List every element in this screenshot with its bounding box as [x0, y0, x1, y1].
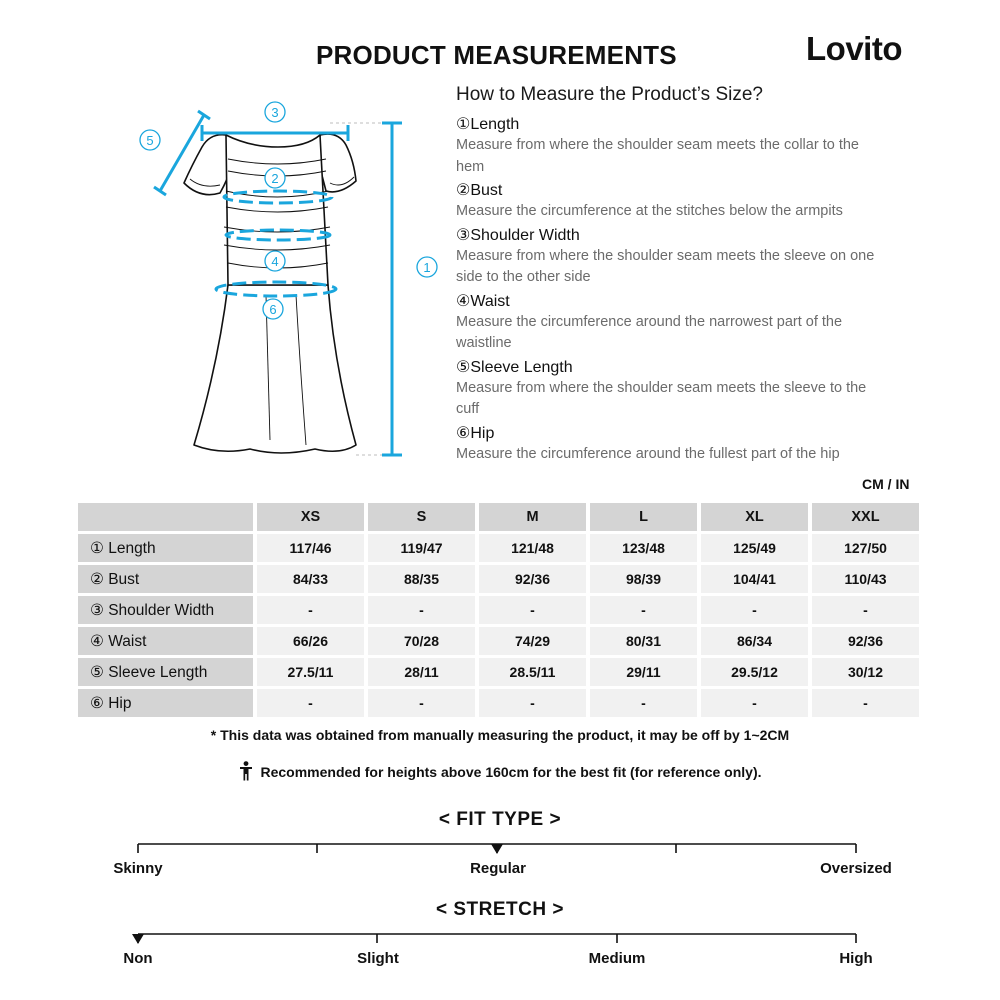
recommendation-text: Recommended for heights above 160cm for the best fit (for reference only). [260, 764, 762, 780]
row-label: ③ Shoulder Width [78, 596, 253, 624]
table-row-hip [78, 689, 919, 717]
size-header: L [590, 503, 697, 531]
row-label: ⑥ Hip [78, 689, 253, 717]
marker-3: 3 [271, 105, 279, 120]
table-cell: 30/12 [812, 658, 919, 686]
table-cell: 70/28 [368, 627, 475, 655]
table-cell: 127/50 [812, 534, 919, 562]
table-row-sleeve-length [78, 658, 919, 686]
guide-item-desc: Measure from where the shoulder seam meets the sleeve on one side to the other side [456, 247, 875, 285]
guide-item-sleeve-length [456, 357, 886, 421]
guide-item-title: ④Waist [456, 292, 510, 310]
person-icon [239, 761, 253, 781]
row-label: ④ Waist [78, 627, 253, 655]
guide-item-title: ②Bust [456, 182, 503, 199]
measurement-disclaimer: * This data was obtained from manually measuring the product, it may be off by 1~2CM [210, 727, 790, 743]
table-row-shoulder-width [78, 596, 919, 624]
row-label: ② Bust [78, 565, 253, 593]
stretch-label-medium: Medium [588, 950, 646, 967]
table-cell: 110/43 [812, 565, 919, 593]
table-corner-cell [78, 503, 253, 531]
guide-item-desc: Measure from where the shoulder seam meets the sleeve to the cuff [456, 379, 867, 417]
marker-6: 6 [269, 302, 277, 317]
table-cell: - [257, 596, 364, 624]
table-cell: 27.5/11 [257, 658, 364, 686]
stretch-label-non: Non [123, 950, 153, 967]
table-cell: - [590, 689, 697, 717]
guide-item-length [456, 114, 886, 178]
size-header: M [479, 503, 586, 531]
fit-type-title: < FIT TYPE > [438, 809, 562, 830]
guide-item-desc: Measure the circumference around the narrowest part of the waistline [456, 313, 843, 351]
table-cell: - [812, 596, 919, 624]
table-row-bust [78, 565, 919, 593]
guide-item-shoulder-width [456, 225, 886, 289]
fit-type-scale [0, 836, 1000, 860]
table-cell: - [812, 689, 919, 717]
table-cell: 66/26 [257, 627, 364, 655]
table-cell: 28.5/11 [479, 658, 586, 686]
brand-logo: Lovito [806, 30, 902, 67]
table-cell: - [479, 596, 586, 624]
table-cell: 123/48 [590, 534, 697, 562]
table-cell: 92/36 [812, 627, 919, 655]
unit-label: CM / IN [862, 476, 910, 492]
table-header-row [78, 503, 919, 531]
table-cell: - [368, 596, 475, 624]
page-title: PRODUCT MEASUREMENTS [316, 40, 677, 70]
stretch-label-high: High [839, 950, 873, 967]
guide-item-title: ⑥Hip [456, 424, 495, 442]
guide-item-desc: Measure the circumference around the fullest part of the hip [456, 445, 840, 462]
size-table [74, 500, 923, 720]
size-header: XS [257, 503, 364, 531]
table-cell: - [701, 596, 808, 624]
table-cell: 80/31 [590, 627, 697, 655]
fit-label-oversized: Oversized [820, 860, 892, 877]
table-cell: 121/48 [479, 534, 586, 562]
size-header: S [368, 503, 475, 531]
fit-label-regular: Regular [470, 860, 526, 877]
marker-2: 2 [271, 171, 279, 186]
table-cell: - [368, 689, 475, 717]
guide-item-title: ③Shoulder Width [456, 226, 580, 244]
table-row-waist [78, 627, 919, 655]
table-cell: 29/11 [590, 658, 697, 686]
table-cell: - [701, 689, 808, 717]
height-recommendation [0, 761, 1000, 781]
guide-heading: How to Measure the Product’s Size? [456, 84, 763, 105]
dress-measurement-diagram [120, 95, 450, 470]
fit-selected-marker [491, 844, 503, 854]
table-cell: 98/39 [590, 565, 697, 593]
marker-1: 1 [423, 260, 431, 275]
table-cell: 29.5/12 [701, 658, 808, 686]
table-row-length [78, 534, 919, 562]
table-cell: 28/11 [368, 658, 475, 686]
table-cell: 125/49 [701, 534, 808, 562]
table-cell: 92/36 [479, 565, 586, 593]
guide-item-desc: Measure the circumference at the stitches below the armpits [456, 203, 843, 219]
stretch-scale [0, 926, 1000, 950]
table-cell: 119/47 [368, 534, 475, 562]
table-cell: 117/46 [257, 534, 364, 562]
guide-item-title: ①Length [456, 116, 520, 133]
table-cell: 74/29 [479, 627, 586, 655]
guide-item-waist [456, 291, 886, 355]
size-header: XL [701, 503, 808, 531]
stretch-selected-marker [132, 934, 144, 944]
measurement-guide [456, 84, 886, 467]
size-header: XXL [812, 503, 919, 531]
guide-item-desc: Measure from where the shoulder seam meets the collar to the hem [456, 137, 859, 175]
marker-5: 5 [146, 133, 154, 148]
table-cell: 104/41 [701, 565, 808, 593]
fit-label-skinny: Skinny [113, 860, 163, 877]
table-cell: - [257, 689, 364, 717]
guide-item-hip [456, 423, 886, 466]
table-cell: 86/34 [701, 627, 808, 655]
guide-item-title: ⑤Sleeve Length [456, 358, 573, 376]
row-label: ① Length [78, 534, 253, 562]
marker-4: 4 [271, 254, 279, 269]
guide-item-bust [456, 180, 886, 223]
table-cell: - [590, 596, 697, 624]
stretch-label-slight: Slight [357, 950, 399, 967]
row-label: ⑤ Sleeve Length [78, 658, 253, 686]
table-cell: 88/35 [368, 565, 475, 593]
stretch-title: < STRETCH > [436, 899, 564, 920]
table-cell: - [479, 689, 586, 717]
table-cell: 84/33 [257, 565, 364, 593]
